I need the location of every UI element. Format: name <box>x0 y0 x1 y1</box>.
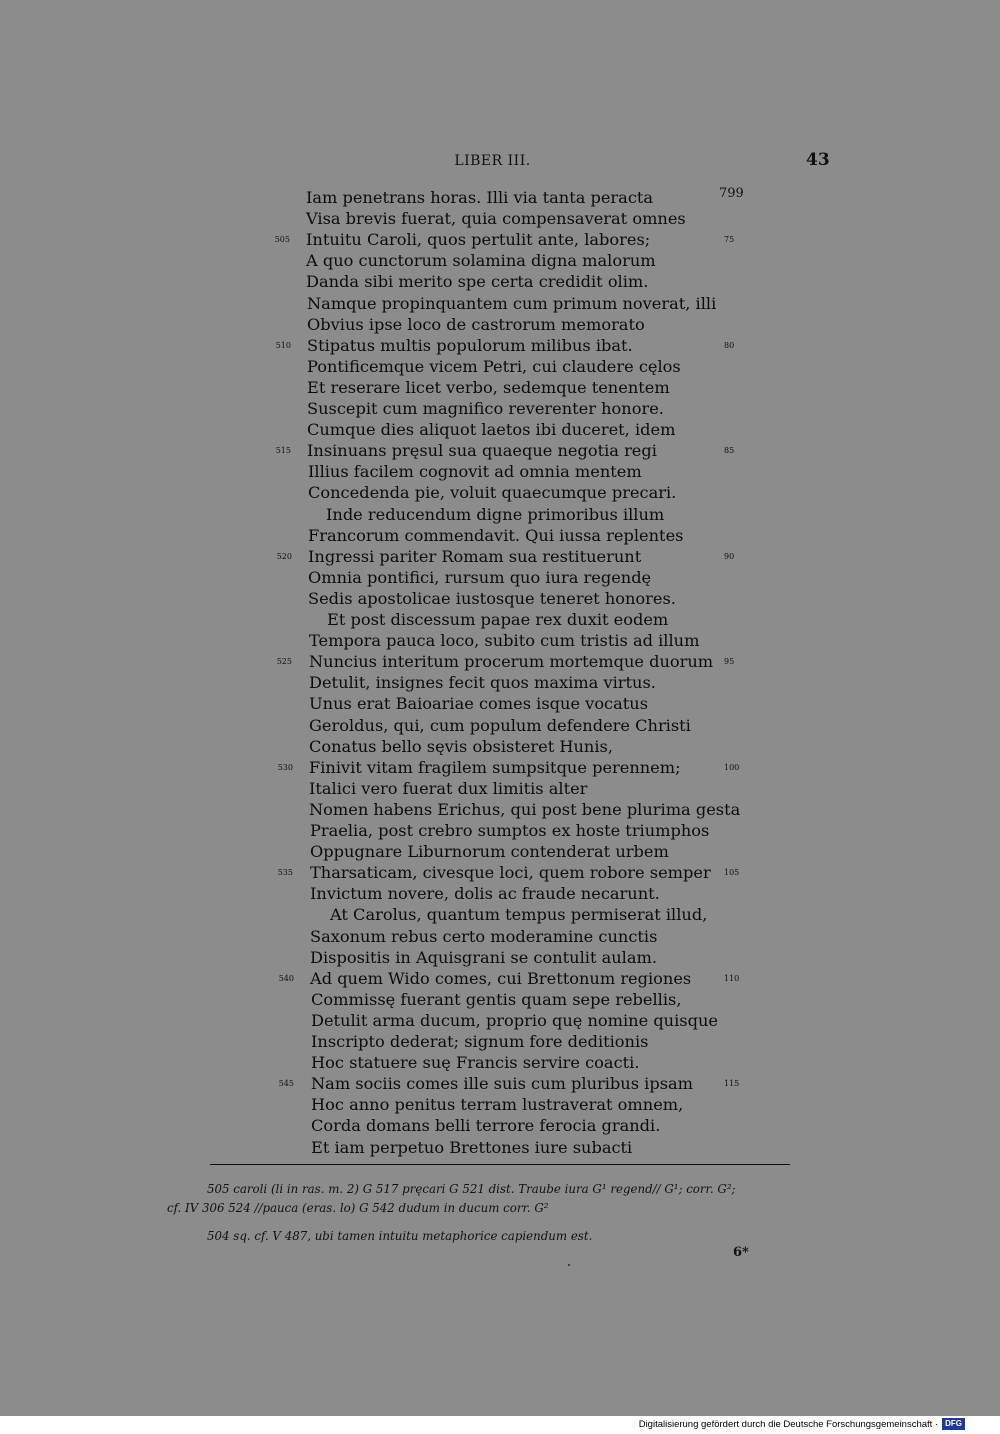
verse-line: Sedis apostolicae iustosque teneret honores. <box>308 588 676 608</box>
verse-line: Pontificemque vicem Petri, cui claudere cęlos <box>307 356 681 376</box>
verse-line: Tempora pauca loco, subito cum tristis ad illum <box>309 631 700 651</box>
line-number-right: 90 <box>724 551 735 561</box>
verse-line: Omnia pontifici, rursum quo iura regendę <box>308 567 652 587</box>
footer-text: Digitalisierung gefördert durch die Deutsche Forschungsgemeinschaft · <box>638 1418 939 1430</box>
verse-line: Ad quem Wido comes, cui Brettonum regiones <box>310 968 692 988</box>
verse-line: Nam sociis comes ille suis cum pluribus ipsam <box>311 1074 694 1094</box>
line-number-right: 95 <box>724 657 735 667</box>
line-number-left: 545 <box>278 1079 294 1089</box>
verse-line: Francorum commendavit. Qui iussa replentes <box>308 525 684 545</box>
verse-line: A quo cunctorum solamina digna malorum <box>306 251 656 271</box>
verse-line: Inscripto dederat; signum fore deditionis <box>311 1032 649 1051</box>
page-number: 43 <box>806 150 830 170</box>
line-number-left: 510 <box>275 340 291 350</box>
verse-line: Corda domans belli terrore ferocia grandi. <box>311 1116 661 1136</box>
verse-line: Stipatus multis populorum milibus ibat. <box>307 335 633 355</box>
verse-line: Detulit, insignes fecit quos maxima virtus. <box>309 673 656 693</box>
digitization-footer <box>639 1418 965 1430</box>
verse-line: Finivit vitam fragilem sumpsitque perennem; <box>309 757 681 777</box>
line-number-left: 505 <box>274 235 290 245</box>
verse-line: Visa brevis fuerat, quia compensaverat omnes <box>306 209 686 229</box>
dfg-logo-icon: DFG <box>942 1418 965 1430</box>
line-number-right: 80 <box>724 340 735 350</box>
line-number-right: 85 <box>724 446 735 456</box>
verse-line: Unus erat Baioariae comes isque vocatus <box>309 694 649 714</box>
footnote-sources: 504 sq. cf. V 487, ubi tamen intuitu metaphorice capiendum est. <box>207 1229 593 1243</box>
verse-line: Geroldus, qui, cum populum defendere Christi <box>309 715 691 735</box>
verse-line: Tharsaticam, civesque loci, quem robore semper <box>310 863 711 883</box>
verse-line: Oppugnare Liburnorum contenderat urbem <box>310 842 669 862</box>
verse-line: Illius facilem cognovit ad omnia mentem <box>308 462 642 482</box>
verse-line: Hoc statuere suę Francis servire coacti. <box>311 1053 640 1073</box>
verse-line: Iam penetrans horas. Illi via tanta peracta <box>306 188 654 207</box>
line-number-left: 520 <box>276 551 292 561</box>
line-number-right: 110 <box>724 973 740 983</box>
line-number-right: 75 <box>724 235 735 245</box>
verse-line: Et reserare licet verbo, sedemque tenentem <box>307 377 670 397</box>
line-number-right: 115 <box>724 1079 740 1089</box>
verse-line: Danda sibi merito spe certa credidit olim. <box>306 272 649 292</box>
signature-mark: 6* <box>733 1245 749 1260</box>
verse-line: Et post discessum papae rex duxit eodem <box>327 610 669 629</box>
verse-line: Cumque dies aliquot laetos ibi duceret, idem <box>307 420 676 440</box>
verse-line: Detulit arma ducum, proprio quę nomine quisque <box>311 1010 718 1030</box>
verse-line: Concedenda pie, voluit quaecumque precari. <box>308 483 677 503</box>
verse-line: Namque propinquantem cum primum noverat, illi <box>307 293 717 313</box>
footnote-rule <box>210 1164 790 1165</box>
stray-dot <box>568 1264 570 1266</box>
line-number-left: 535 <box>277 868 293 878</box>
line-number-left: 540 <box>278 973 294 983</box>
line-number-right: 105 <box>724 868 740 878</box>
verse-line: At Carolus, quantum tempus permiserat illud, <box>330 905 708 925</box>
verse-line: Suscepit cum magnifico reverenter honore. <box>307 399 664 418</box>
verse-line: Commissę fuerant gentis quam sepe rebellis, <box>311 989 682 1009</box>
line-number-left: 515 <box>275 446 291 456</box>
verse-line: Italici vero fuerat dux limitis alter <box>309 778 588 798</box>
verse-line: Insinuans pręsul sua quaeque negotia regi <box>307 441 657 461</box>
verse-line: Praelia, post crebro sumptos ex hoste triumphos <box>310 821 710 840</box>
verse-line: Invictum novere, dolis ac fraude necarunt. <box>310 884 660 904</box>
footnote-apparatus-1: 505 caroli (li in ras. m. 2) G 517 pręcari G 521 dist. Traube iura G¹ regend// G¹; corr. G²; <box>207 1182 736 1196</box>
line-number-left: 525 <box>276 657 292 667</box>
verse-line: Ingressi pariter Romam sua restituerunt <box>308 546 642 566</box>
verse-line: Conatus bello sęvis obsisteret Hunis, <box>309 736 613 756</box>
line-number-right: 799 <box>719 186 744 201</box>
verse-line: Saxonum rebus certo moderamine cunctis <box>310 926 658 946</box>
verse-line: Nomen habens Erichus, qui post bene plurima gesta <box>309 799 741 819</box>
verse-line: Intuitu Caroli, quos pertulit ante, labores; <box>306 230 651 250</box>
line-number-right: 100 <box>724 762 740 772</box>
verse-line: Et iam perpetuo Brettones iure subacti <box>311 1137 633 1157</box>
verse-line: Inde reducendum digne primoribus illum <box>326 504 665 524</box>
verse-line: Obvius ipse loco de castrorum memorato <box>307 314 645 334</box>
line-number-left: 530 <box>277 762 293 772</box>
footnote-apparatus-2: cf. IV 306 524 //pauca (eras. lo) G 542 dudum in ducum corr. G² <box>167 1201 549 1215</box>
running-title: LIBER III. <box>454 153 531 169</box>
verse-line: Dispositis in Aquisgrani se contulit aulam. <box>310 947 658 967</box>
verse-line: Nuncius interitum procerum mortemque duorum <box>309 652 714 672</box>
verse-line: Hoc anno penitus terram lustraverat omnem, <box>311 1095 684 1115</box>
